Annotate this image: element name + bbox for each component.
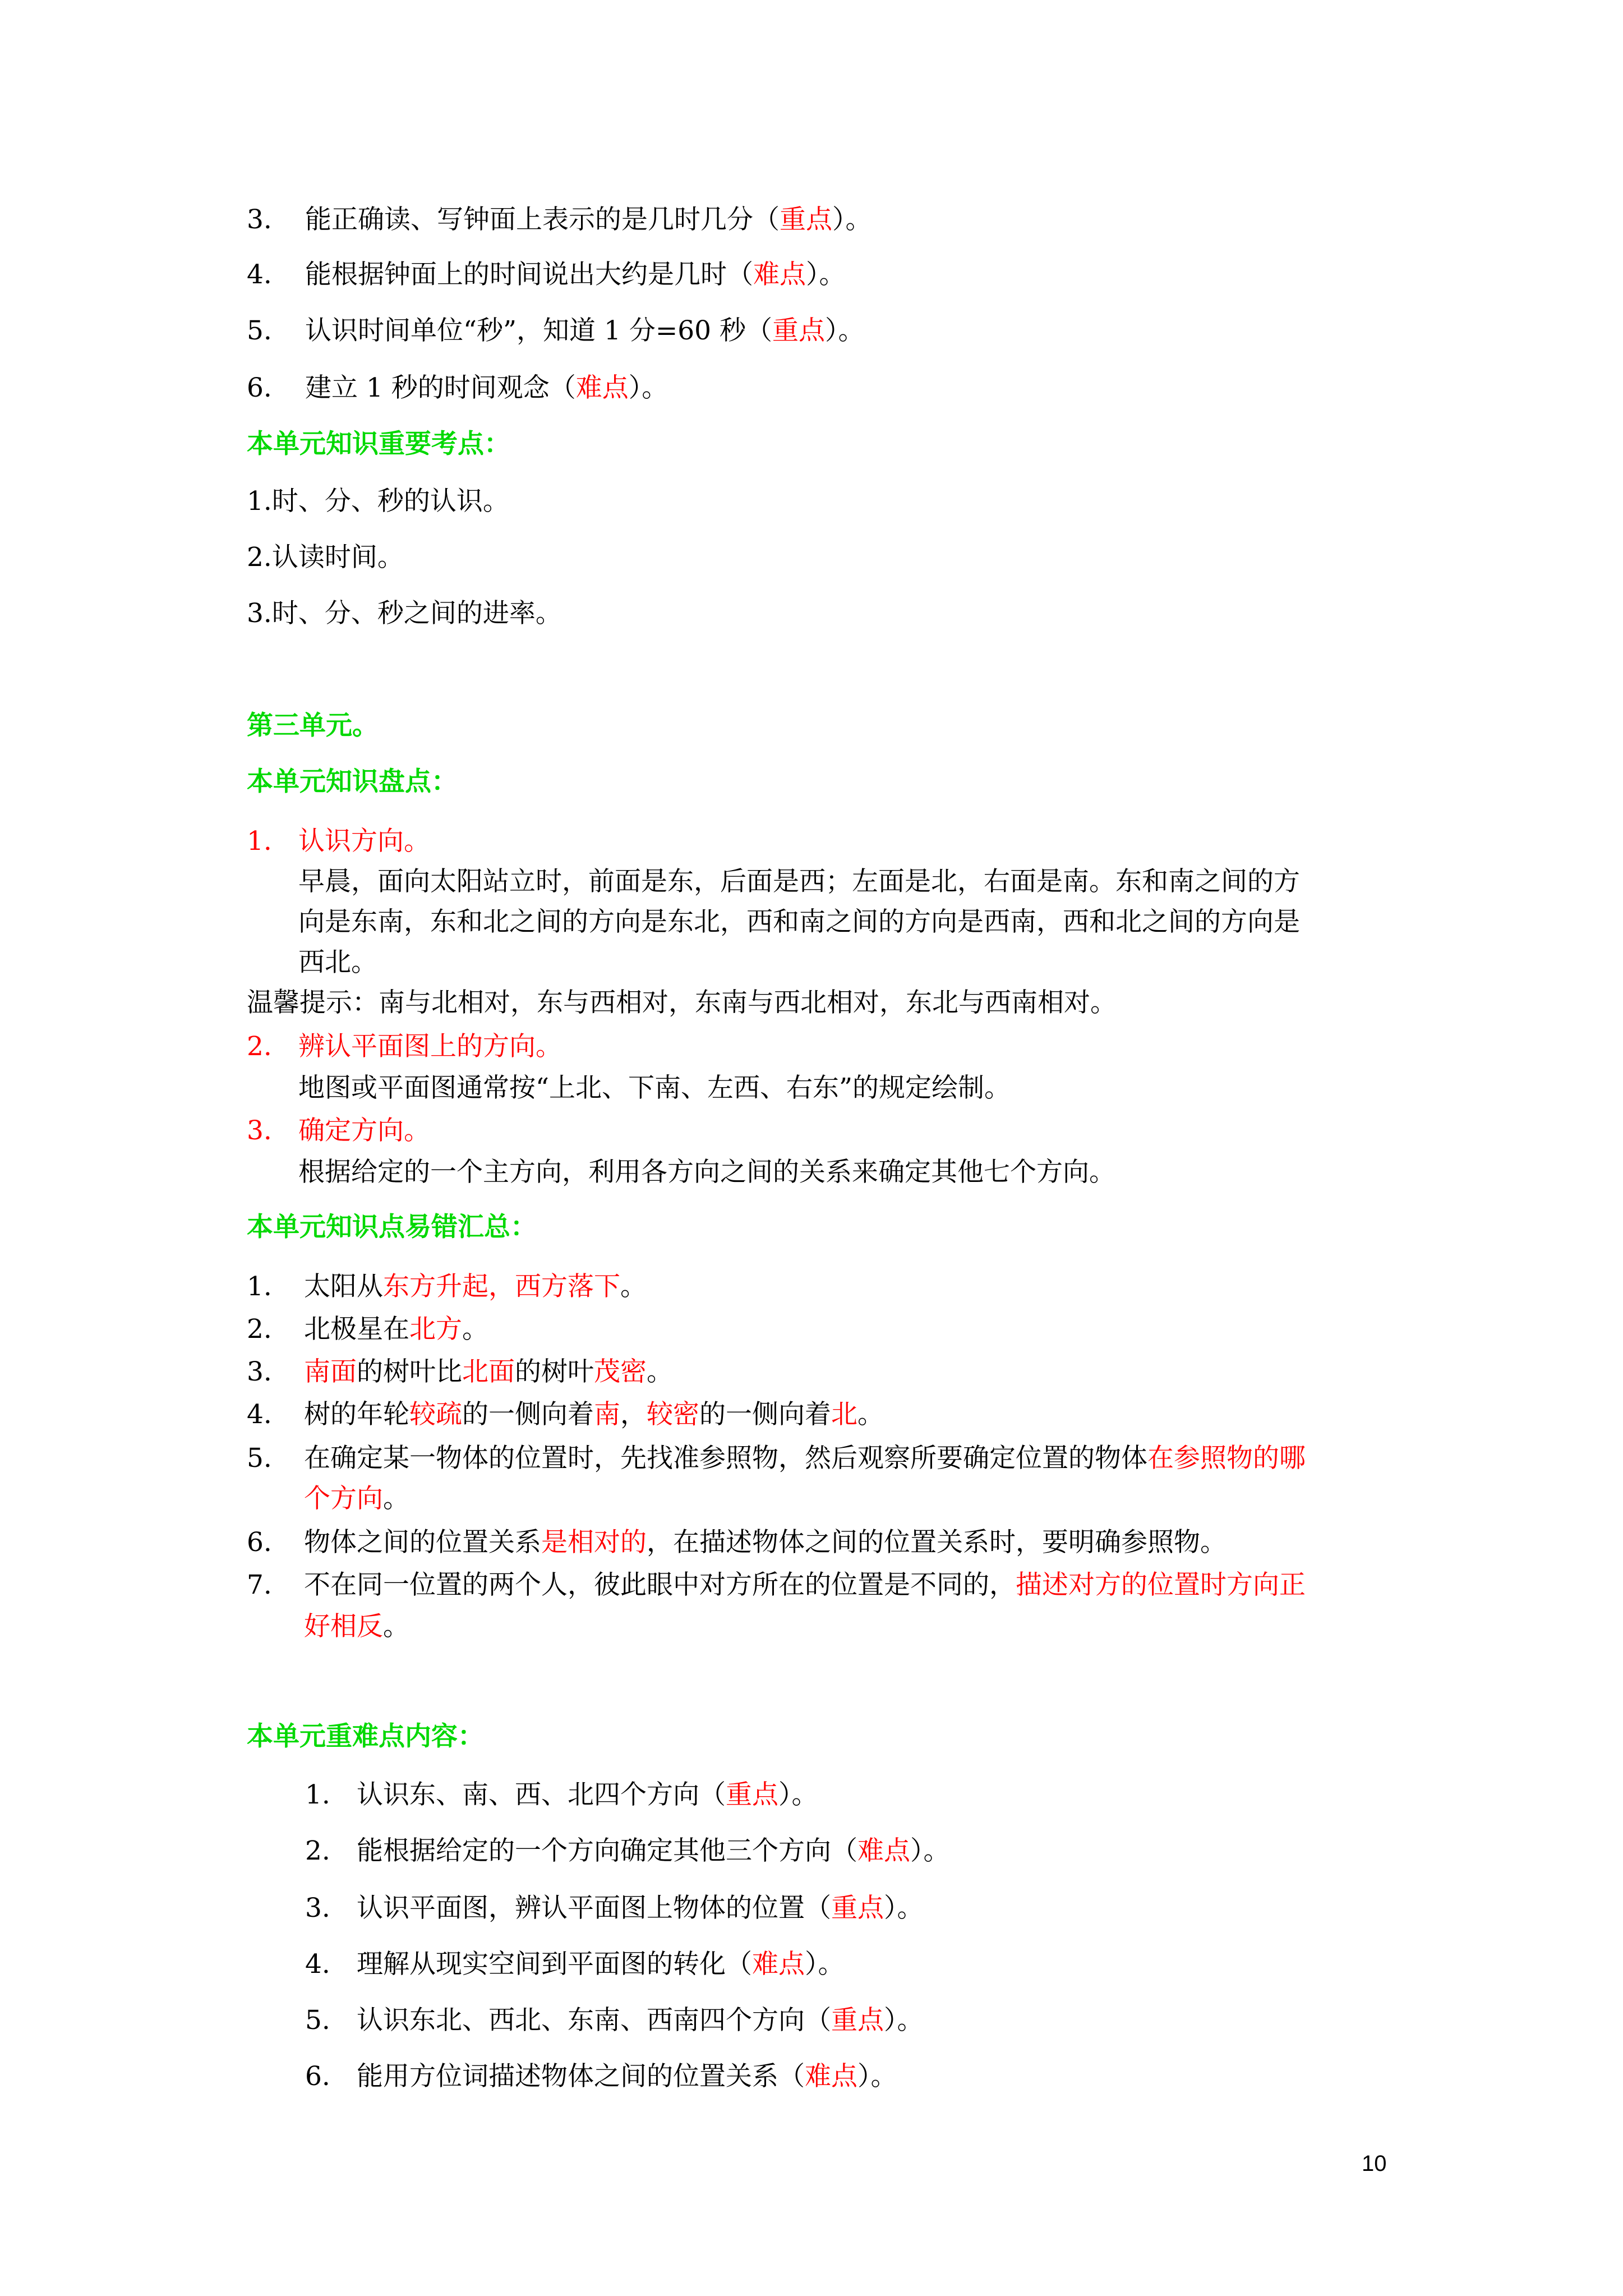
error-item: 3. 南面的树叶比北面的树叶茂密。 (247, 1356, 673, 1387)
key-point-item: 1. 认识东、南、西、北四个方向（重点）。 (305, 1779, 818, 1810)
error-item-continuation: 个方向。 (304, 1483, 409, 1514)
item-text: 认识时间单位“秒”，知道 1 分=60 秒（ (305, 315, 772, 346)
objective-item: 4. 能根据钟面上的时间说出大约是几时（难点）。 (247, 258, 1256, 292)
item-number: 5. (247, 315, 272, 346)
item-text: 建立 1 秒的时间观念（ (305, 372, 576, 403)
unit-title: 第三单元。 (247, 710, 379, 741)
key-point-item: 2. 能根据给定的一个方向确定其他三个方向（难点）。 (305, 1835, 950, 1866)
paragraph-line: 西北。 (298, 947, 377, 978)
emphasis-mark: 难点 (575, 372, 629, 403)
exam-point-item: 1.时、分、秒的认识。 (247, 486, 509, 517)
inventory-heading: 本单元知识盘点： (247, 766, 458, 797)
tip-text: 温馨提示：南与北相对，东与西相对，东南与西北相对，东北与西南相对。 (247, 987, 1117, 1018)
key-point-item: 5. 认识东北、西北、东南、西南四个方向（重点）。 (305, 2005, 924, 2036)
item-text: 能根据钟面上的时间说出大约是几时（ (305, 259, 753, 290)
errors-heading: 本单元知识点易错汇总： (247, 1212, 537, 1243)
item-number: 3. (247, 204, 272, 235)
item-number: 6. (247, 372, 272, 403)
exam-point-item: 3.时、分、秒之间的进率。 (247, 598, 562, 629)
exam-point-item: 2.认读时间。 (247, 542, 404, 573)
emphasis-mark: 重点 (772, 315, 825, 346)
paragraph-line: 早晨，面向太阳站立时，前面是东，后面是西；左面是北，右面是南。东和南之间的方 (298, 866, 1300, 897)
key-point-item: 4. 理解从现实空间到平面图的转化（难点）。 (305, 1949, 845, 1980)
paragraph-line: 向是东南，东和北之间的方向是东北，西和南之间的方向是西南，西和北之间的方向是 (298, 907, 1300, 937)
inventory-item-title: 2. 辨认平面图上的方向。 (247, 1031, 562, 1062)
error-item: 2. 北极星在北方。 (247, 1314, 488, 1345)
key-points-heading: 本单元重难点内容： (247, 1721, 484, 1752)
inventory-item-title: 3. 确定方向。 (247, 1115, 430, 1146)
page-number: 10 (1362, 2151, 1387, 2176)
item-text: 能正确读、写钟面上表示的是几时几分（ (305, 204, 780, 235)
key-point-item: 3. 认识平面图，辨认平面图上物体的位置（重点）。 (305, 1893, 924, 1924)
inventory-item-title: 1. 认识方向。 (247, 826, 430, 857)
error-item: 6. 物体之间的位置关系是相对的，在描述物体之间的位置关系时，要明确参照物。 (247, 1527, 1227, 1558)
error-item: 4. 树的年轮较疏的一侧向着南，较密的一侧向着北。 (247, 1399, 884, 1430)
item-number: 4. (247, 259, 272, 290)
objective-item: 5. 认识时间单位“秒”，知道 1 分=60 秒（重点）。 (247, 314, 1256, 348)
emphasis-mark: 重点 (780, 204, 832, 235)
objective-item: 6. 建立 1 秒的时间观念（难点）。 (247, 371, 1256, 405)
emphasis-mark: 难点 (753, 259, 806, 290)
exam-points-heading: 本单元知识重要考点： (247, 429, 510, 459)
error-item: 7. 不在同一位置的两个人，彼此眼中对方所在的位置是不同的，描述对方的位置时方向正 (247, 1570, 1306, 1600)
error-item: 1. 太阳从东方升起，西方落下。 (247, 1271, 647, 1302)
error-item: 5. 在确定某一物体的位置时，先找准参照物，然后观察所要确定位置的物体在参照物的哪 (247, 1443, 1306, 1474)
error-item-continuation: 好相反。 (304, 1611, 409, 1642)
key-point-item: 6. 能用方位词描述物体之间的位置关系（难点）。 (305, 2061, 897, 2092)
paragraph-line: 根据给定的一个主方向，利用各方向之间的关系来确定其他七个方向。 (298, 1157, 1115, 1188)
objective-item: 3. 能正确读、写钟面上表示的是几时几分（重点）。 (247, 203, 1256, 237)
paragraph-line: 地图或平面图通常按“上北、下南、左西、右东”的规定绘制。 (298, 1073, 1011, 1103)
